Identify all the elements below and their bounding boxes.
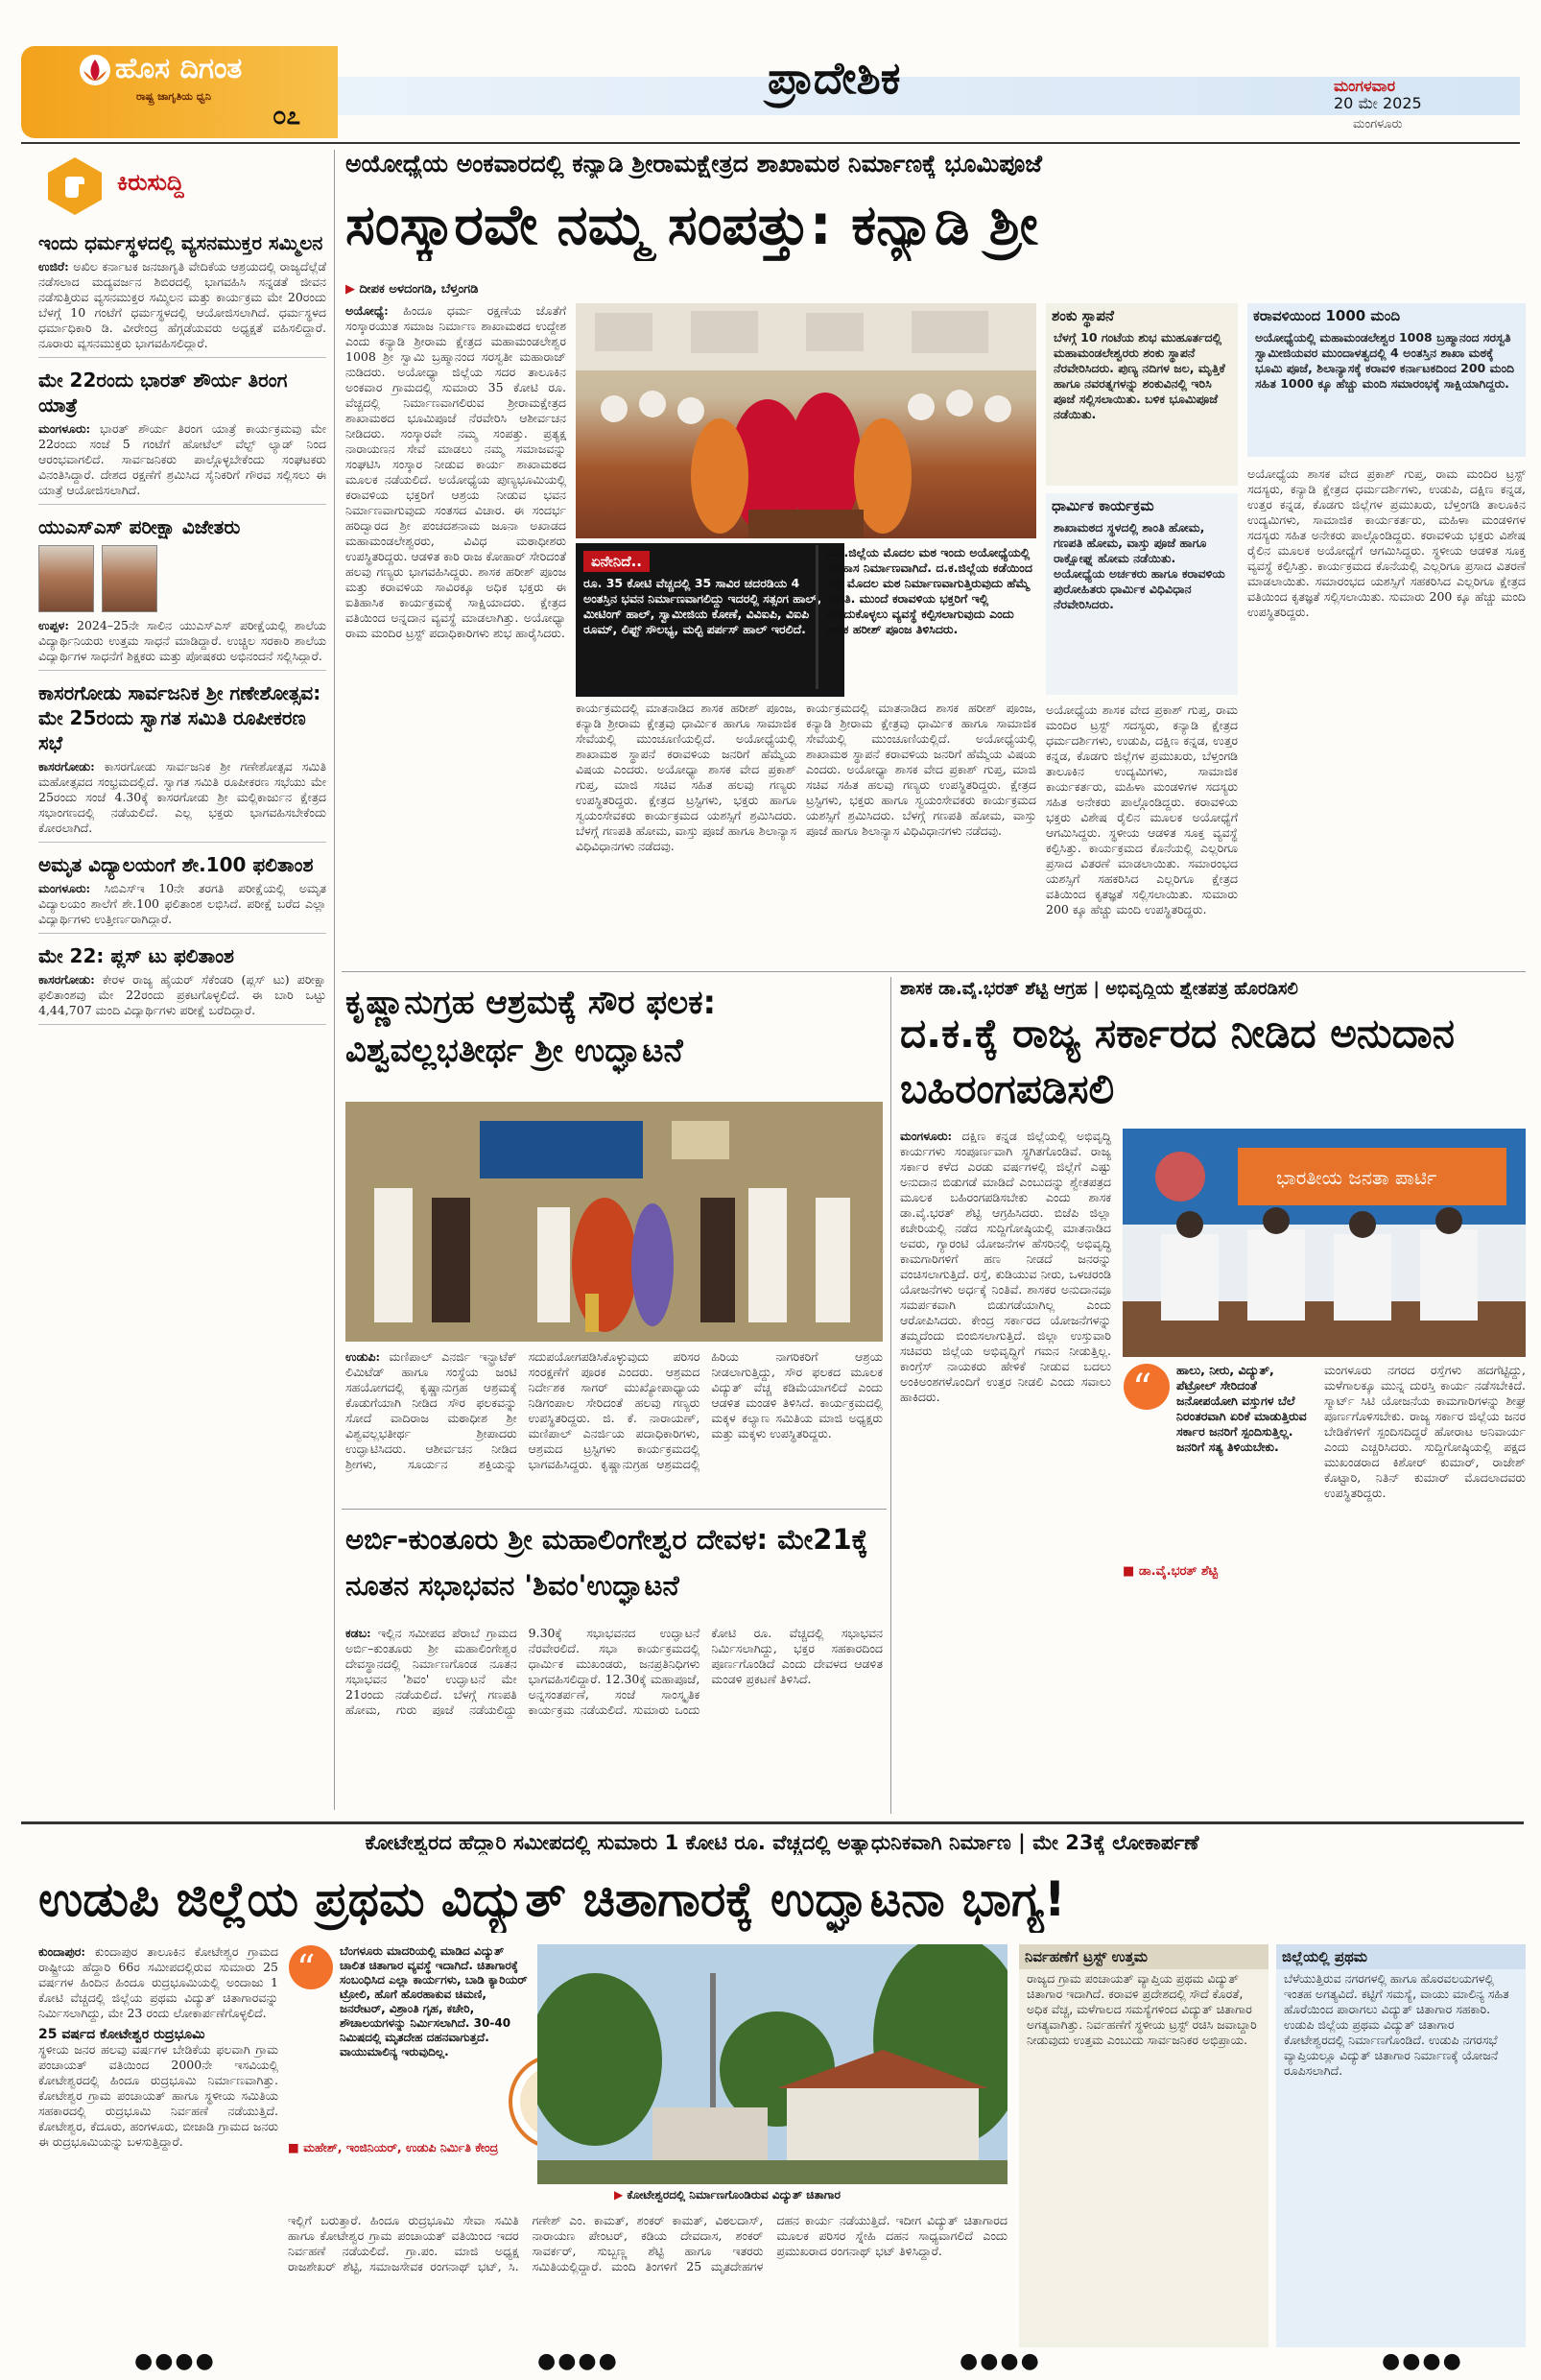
arbi-headline: ಅರ್ಬಿ-ಕುಂತೂರು ಶ್ರೀ ಮಹಾಲಿಂಗೇಶ್ವರ ದೇವಳ: ಮೇ21ಕ್ಕೆ ನೂತನ ಸಭಾಭವನ 'ಶಿವಂ'ಉದ್ಘಾಟನೆ <box>345 1523 868 1602</box>
dk-box <box>816 545 1036 689</box>
quote-mark-icon <box>1123 1363 1171 1411</box>
first-box-title: ಜಿಲ್ಲೆಯಲ್ಲಿ ಪ್ರಥಮ <box>1276 1944 1526 1969</box>
arbi-body <box>345 1626 883 1814</box>
lead-attendees-cont: ಅಯೋಧ್ಯೆಯ ಶಾಸಕ ವೇದ ಪ್ರಕಾಶ್ ಗುಪ್ತ, ರಾಮ ಮಂದಿರ ಟ್ರಸ್ಟ್ ಸದಸ್ಯರು, ಕನ್ಯಾಡಿ ಕ್ಷೇತ್ರದ ಧರ್ಮದರ್ಶಿಗಳು, ಉಡುಪಿ, ದಕ್ಷಿಣ ಕನ್ನಡ, ಉತ್ತರ ಕನ್ನಡ, ಕೊಡಗು ಜಿಲ್ಲೆಗಳ ಪ್ರಮುಖರು, ಬೆಳ್ತಂಗಡಿ ತಾಲೂಕಿನ ಉದ್ಯಮಿಗಳು, ಸಾಮಾಜಿಕ ಕಾರ್ಯಕರ್ತರು, ಮಹಿಳಾ ಮಂಡಳಿಗಳ ಸದಸ್ಯರು ಸಹಿತ ಅನೇಕರು ಪಾಲ್ಗೊಂಡಿದ್ದರು. ಕರಾವಳಿಯ ಭಕ್ತರು ವಿಶೇಷ ರೈಲಿನ ಮೂಲಕ ಅಯೋಧ್ಯೆಗೆ ಆಗಮಿಸಿದ್ದರು. ಸ್ಥಳೀಯ ಆಡಳಿತ ಸೂಕ್ತ ವ್ಯವಸ್ಥೆ ಕಲ್ಪಿಸಿತ್ತು. ಕಾರ್ಯಕ್ರಮದ ಕೊನೆಯಲ್ಲಿ ಎಲ್ಲರಿಗೂ ಪ್ರಸಾದ ವಿತರಣೆ ಮಾಡಲಾಯಿತು. ಸಮಾರಂಭದ ಯಶಸ್ಸಿಗೆ ಸಹಕರಿಸಿದ ಎಲ್ಲರಿಗೂ ಕ್ಷೇತ್ರದ ವತಿಯಿಂದ ಕೃತಜ್ಞತೆ ಸಲ್ಲಿಸಲಾಯಿತು. ಸುಮಾರು 200 ಕ್ಕೂ ಹೆಚ್ಚು ಮಂದಿ ಉಪಸ್ಥಿತರಿದ್ದರು. <box>1247 466 1526 619</box>
kirusuddi-item-title: ಮೇ 22ರಂದು ಭಾರತ್ ಶೌರ್ಯ ತಿರಂಗ ಯಾತ್ರೆ <box>38 369 288 416</box>
lotus-logo-icon <box>79 54 111 86</box>
grant-headline: ದ.ಕ.ಕ್ಕೆ ರಾಜ್ಯ ಸರ್ಕಾರದ ನೀಡಿದ ಅನುದಾನ ಬಹಿರಂಗಪಡಿಸಲಿ <box>900 1010 1455 1112</box>
grant-quote-text: ಹಾಲು, ನೀರು, ವಿದ್ಯುತ್, ಪೆಟ್ರೋಲ್ ಸೇರಿದಂತೆ ಜನೋಪಯೋಗಿ ವಸ್ತುಗಳ ಬೆಲೆ ನಿರಂತರವಾಗಿ ಏರಿಕೆ ಮಾಡುತ್ತಿರುವ ಸರ್ಕಾರ ಜನರಿಗೆ ಸ್ಪಂದಿಸುತ್ತಿಲ್ಲ. ಜನರಿಗೆ ಸತ್ಯ ತಿಳಿಯಬೇಕು. <box>1176 1363 1307 1454</box>
kirusuddi-item-dateline: ಉಪ್ಪಳ: <box>38 618 69 632</box>
dateline-date: 20 ಮೇ 2025 <box>1334 94 1422 112</box>
kirusuddi-item <box>38 368 326 505</box>
crematorium-kicker: ಕೋಟೇಶ್ವರದ ಹೆದ್ದಾರಿ ಸಮೀಪದಲ್ಲಿ ಸುಮಾರು 1 ಕೋಟಿ ರೂ. ವೆಚ್ಚದಲ್ಲಿ ಅತ್ಯಾಧುನಿಕವಾಗಿ ನಿರ್ಮಾಣ | ಮೇ 23ಕ್ಕೆ ಲೋಕಾರ್ಪಣೆ <box>365 1831 1199 1854</box>
kirusuddi-item <box>38 680 326 843</box>
shanku-box <box>1046 303 1238 486</box>
solar-dateline: ಉಡುಪಿ: <box>345 1349 381 1364</box>
crematorium-body-col1 <box>38 1944 278 2347</box>
lead-photo <box>576 303 1036 538</box>
grant-dateline: ಮಂಗಳೂರು: <box>900 1129 953 1143</box>
highlight-text: ರೂ. 35 ಕೋಟಿ ವೆಚ್ಚದಲ್ಲಿ 35 ಸಾವಿರ ಚದರಡಿಯ 4 ಅಂತಸ್ತಿನ ಭವನ ನಿರ್ಮಾಣವಾಗಲಿದ್ದು ಇದರಲ್ಲಿ ಸತ್ಸಂಗ ಹಾಲ್, ಮೀಟಿಂಗ್ ಹಾಲ್, ಸ್ವಾಮೀಜಿಯ ಕೋಣೆ, ವಿವಿಐಪಿ, ವಿಐಪಿ ರೂಮ್, ಲಿಫ್ಟ್ ಸೌಲಭ್ಯ, ಮಲ್ಟಿ ಪರ್ಪಸ್ ಹಾಲ್ ಇರಲಿದೆ. <box>583 576 822 636</box>
svg-text:“: “ <box>296 1947 316 1989</box>
kirusuddi-item-title: ಯುಎಸ್ಎಸ್ ಪರೀಕ್ಷಾ ವಿಜೇತರು <box>38 515 241 538</box>
solar-body-text: ಮಣಿಪಾಲ್ ಎನರ್ಜಿ ಇನ್ಫ್ರಾಟೆಕ್ ಲಿಮಿಟೆಡ್ ಹಾಗೂ ಸಂಸ್ಥೆಯ ಜಂಟಿ ಸಹಯೋಗದಲ್ಲಿ ಕೃಷ್ಣಾನುಗ್ರಹ ಆಶ್ರಮಕ್ಕೆ ಕೊಡುಗೆಯಾಗಿ ನೀಡಿದ ಸೌರ ಫಲಕವನ್ನು ಸೋದೆ ವಾದಿರಾಜ ಮಠಾಧೀಶ ಶ್ರೀ ವಿಶ್ವವಲ್ಲಭತೀರ್ಥ ಶ್ರೀಪಾದರು ಉದ್ಘಾಟಿಸಿದರು. ಆಶೀರ್ವಚನ ನೀಡಿದ ಶ್ರೀಗಳು, ಸೂರ್ಯನ ಶಕ್ತಿಯನ್ನು ಸದುಪಯೋಗಪಡಿಸಿಕೊಳ್ಳುವುದು ಪರಿಸರ ಸಂರಕ್ಷಣೆಗೆ ಪೂರಕ ಎಂದರು. ಆಶ್ರಮದ ನಿರ್ದೇಶಕ ಸಾಗರ್ ಮುಖ್ಯೋಪಾಧ್ಯಾಯ ನಿಡಿಗಂಪಾಲ ಸೇರಿದಂತೆ ಹಲವು ಗಣ್ಯರು ಉಪಸ್ಥಿತರಿದ್ದರು. ಜಿ. ಕೆ. ನಾರಾಯಣ್, ಮಣಿಪಾಲ್ ಎನರ್ಜಿಯ ಪದಾಧಿಕಾರಿಗಳು, ಆಶ್ರಮದ ಟ್ರಸ್ಟಿಗಳು ಕಾರ್ಯಕ್ರಮದಲ್ಲಿ ಭಾಗವಹಿಸಿದ್ದರು. ಕೃಷ್ಣಾನುಗ್ರಹ ಆಶ್ರಮದಲ್ಲಿ ಹಿರಿಯ ನಾಗರಿಕರಿಗೆ ಆಶ್ರಯ ನೀಡಲಾಗುತ್ತಿದ್ದು, ಸೌರ ಫಲಕದ ಮೂಲಕ ವಿದ್ಯುತ್ ವೆಚ್ಚ ಕಡಿಮೆಯಾಗಲಿದೆ ಎಂದು ಆಡಳಿತ ಮಂಡಳಿ ತಿಳಿಸಿದೆ. ಕಾರ್ಯಕ್ರಮದಲ್ಲಿ ಮಕ್ಕಳ ಕಲ್ಯಾಣ ಸಮಿತಿಯ ಮಾಜಿ ಅಧ್ಯಕ್ಷರು ಮತ್ತು ಮಕ್ಕಳು ಉಪಸ್ಥಿತರಿದ್ದರು. <box>345 1349 883 1471</box>
kirusuddi-item-dateline: ಮಂಗಳೂರು: <box>38 421 91 436</box>
shanku-title: ಶಂಕು ಸ್ಥಾಪನೆ <box>1052 307 1114 324</box>
kirusuddi-item-title: ಇಂದು ಧರ್ಮಸ್ಥಳದಲ್ಲಿ ವ್ಯಸನಮುಕ್ತರ ಸಮ್ಮಿಲನ <box>38 231 323 254</box>
kirusuddi-column <box>38 150 326 1820</box>
crematorium-headline: ಉಡುಪಿ ಜಿಲ್ಲೆಯ ಪ್ರಥಮ ವಿದ್ಯುತ್ ಚಿತಾಗಾರಕ್ಕೆ ಉದ್ಘಾಟನಾ ಭಾಗ್ಯ! <box>38 1871 1066 1927</box>
lead-dateline: ಅಯೋಧ್ಯೆ: <box>345 303 389 318</box>
grant-photo-banner: ಭಾರತೀಯ ಜನತಾ ಪಾರ್ಟಿ <box>1276 1166 1437 1189</box>
kirusuddi-item-body <box>38 881 326 927</box>
grant-quote-author <box>1123 1564 1315 1579</box>
lead-body-col4 <box>1046 702 1238 965</box>
grant-quote-box <box>1123 1363 1315 1603</box>
arbi-body-text: ಇಲ್ಲಿನ ಸಮೀಪದ ಪೆರಾಬೆ ಗ್ರಾಮದ ಅರ್ಬಿ–ಕುಂತೂರು ಶ್ರೀ ಮಹಾಲಿಂಗೇಶ್ವರ ದೇವಸ್ಥಾನದಲ್ಲಿ ನಿರ್ಮಾಣಗೊಂಡ ನೂತನ ಸಭಾಭವನ 'ಶಿವಂ' ಉದ್ಘಾಟನೆ ಮೇ 21ರಂದು ನಡೆಯಲಿದೆ. ಬೆಳಗ್ಗೆ ಗಣಪತಿ ಹೋಮ, ಗುರು ಪೂಜೆ ನಡೆಯಲಿದ್ದು 9.30ಕ್ಕೆ ಸಭಾಭವನದ ಉದ್ಘಾಟನೆ ನೆರವೇರಲಿದೆ. ಸಭಾ ಕಾರ್ಯಕ್ರಮದಲ್ಲಿ ಧಾರ್ಮಿಕ ಮುಖಂಡರು, ಜನಪ್ರತಿನಿಧಿಗಳು ಭಾಗವಹಿಸಲಿದ್ದಾರೆ. 12.30ಕ್ಕೆ ಮಹಾಪೂಜೆ, ಅನ್ನಸಂತರ್ಪಣೆ, ಸಂಜೆ ಸಾಂಸ್ಕೃತಿಕ ಕಾರ್ಯಕ್ರಮ ನಡೆಯಲಿದೆ. ಸುಮಾರು ಒಂದು ಕೋಟಿ ರೂ. ವೆಚ್ಚದಲ್ಲಿ ಸಭಾಭವನ ನಿರ್ಮಿಸಲಾಗಿದ್ದು, ಭಕ್ತರ ಸಹಕಾರದಿಂದ ಪೂರ್ಣಗೊಂಡಿದೆ ಎಂದು ದೇವಳದ ಆಡಳಿತ ಮಂಡಳಿ ಪ್ರಕಟಣೆ ತಿಳಿಸಿದೆ. <box>345 1626 883 1717</box>
page-number: ೦೭ <box>273 102 301 131</box>
grant-photo <box>1123 1129 1526 1357</box>
kirusuddi-item-body <box>38 259 326 351</box>
crematorium-body-bottom-text: ಇಲ್ಲಿಗೆ ಬರುತ್ತಾರೆ. ಹಿಂದೂ ರುದ್ರಭೂಮಿ ಸೇವಾ ಸಮಿತಿ ಹಾಗೂ ಕೋಟೇಶ್ವರ ಗ್ರಾಮ ಪಂಚಾಯತ್ ವತಿಯಿಂದ ಇದರ ನಿರ್ವಹಣೆ ನಡೆಯಲಿದೆ. ಗ್ರಾ.ಪಂ. ಮಾಜಿ ಅಧ್ಯಕ್ಷ ರಾಜಶೇಖರ್ ಶೆಟ್ಟಿ, ಸಮಾಜಸೇವಕ ರಂಗನಾಥ್ ಭಟ್, ಸಿ. ಗಣೇಶ್ ಎಂ. ಕಾಮತ್, ಶಂಕರ್ ಕಾಮತ್, ವಿಠಲದಾಸ್, ನಾರಾಯಣ ಪೇಂಟರ್, ಕಡಿಯ ದೇವದಾಸ, ಶಂಕರ್ ಸಾವರ್ಕರ್, ಸುಬ್ಬಣ್ಣ ಶೆಟ್ಟಿ ಹಾಗೂ ಇತರರು ಸಮಿತಿಯಲ್ಲಿದ್ದಾರೆ. ಮಂದಿ ತಿಂಗಳಿಗೆ 25 ಮೃತದೇಹಗಳ ದಹನ ಕಾರ್ಯ ನಡೆಯುತ್ತಿದೆ. ಇದೀಗ ವಿದ್ಯುತ್ ಚಿತಾಗಾರದ ಮೂಲಕ ಪರಿಸರ ಸ್ನೇಹಿ ದಹನ ಸಾಧ್ಯವಾಗಲಿದೆ ಎಂದು ಪ್ರಮುಖರಾದ ರಂಗನಾಥ್ ಭಟ್ ತಿಳಿಸಿದ್ದಾರೆ. <box>288 2213 1008 2273</box>
solar-photo <box>345 1102 883 1342</box>
hand-icon <box>44 155 106 217</box>
crematorium-photo-caption-text: ಕೋಟೇಶ್ವರದಲ್ಲಿ ನಿರ್ಮಾಣಗೊಂಡಿರುವ ವಿದ್ಯುತ್ ಚಿತಾಗಾರ <box>627 2188 841 2202</box>
author-marker-icon: ■ <box>1123 1564 1139 1579</box>
logo-tagline: ರಾಷ್ಟ್ರ ಜಾಗೃತಿಯ ಧ್ವನಿ <box>136 90 211 103</box>
dateline-day: ಮಂಗಳವಾರ <box>1334 77 1396 95</box>
section-title: ಪ್ರಾದೇಶಿಕ <box>768 52 901 104</box>
kirusuddi-item-text: ಭಾರತ್ ಶೌರ್ಯ ತಿರಂಗ ಯಾತ್ರೆ ಕಾರ್ಯಕ್ರಮವು ಮೇ 22ರಂದು ಸಂಜೆ 5 ಗಂಟೆಗೆ ಹೋಟೆಲ್ ವೆಲ್ಟ್ ಲ್ಯಾಡ್ ನಿಂದ ಆರಂಭವಾಗಲಿದೆ. ಸಾರ್ವಜನಿಕರು ಪಾಲ್ಗೊಳ್ಳಬೇಕೆಂದು ಸಂಘಟಕರು ವಿನಂತಿಸಿದ್ದಾರೆ. ದೇಶದ ರಕ್ಷಣೆಗೆ ಶ್ರಮಿಸಿದ ಸೈನಿಕರಿಗೆ ಗೌರವ ಸಲ್ಲಿಸಲು ಈ ಯಾತ್ರೆ ಆಯೋಜಿಸಲಾಗಿದೆ. <box>38 421 326 497</box>
kirusuddi-item-text: ಅಖಿಲ ಕರ್ನಾಟಕ ಜನಜಾಗೃತಿ ವೇದಿಕೆಯ ಆಶ್ರಯದಲ್ಲಿ ರಾಜ್ಯದೆಲ್ಲೆಡೆ ನಡೆಸಲಾದ ಮದ್ಯವರ್ಜನ ಶಿಬಿರದಲ್ಲಿ ಭಾಗವಹಿಸಿ ಸನ್ನಡತೆ ಜೀವನ ನಡೆಸುತ್ತಿರುವ ವ್ಯಸನಮುಕ್ತರ ಸಮ್ಮಿಲನ ಮತ್ತು ಕಾರ್ಯಕ್ರಮ ಮೇ 20ರಂದು ಬೆಳಗ್ಗೆ 10 ಗಂಟೆಗೆ ಧರ್ಮಸ್ಥಳದಲ್ಲಿ ಆಯೋಜಿಸಲಾಗಿದೆ. ಧರ್ಮಸ್ಥಳದ ಧರ್ಮಾಧಿಕಾರಿ ಡಿ. ವೀರೇಂದ್ರ ಹೆಗ್ಗಡೆಯವರು ಅಧ್ಯಕ್ಷತೆ ವಹಿಸಲಿದ್ದಾರೆ. ನೂರಾರು ವ್ಯಸನಮುಕ್ತರು ಭಾಗವಹಿಸಲಿದ್ದಾರೆ. <box>38 259 326 350</box>
karavali-title: ಕರಾವಳಿಯಿಂದ 1000 ಮಂದಿ <box>1253 307 1401 324</box>
crematorium-body-bottom <box>288 2213 1008 2347</box>
crematorium-sub1-body: ಸ್ಥಳೀಯ ಜನರ ಹಲವು ವರ್ಷಗಳ ಬೇಡಿಕೆಯ ಫಲವಾಗಿ ಗ್ರಾಮ ಪಂಚಾಯತ್ ವತಿಯಿಂದ 2000ನೇ ಇಸವಿಯಲ್ಲಿ ಕೋಟೇಶ್ವರದಲ್ಲಿ ಹಿಂದೂ ರುದ್ರಭೂಮಿ ನಿರ್ಮಾಣವಾಗಿತ್ತು. ಕೋಟೇಶ್ವರ ಗ್ರಾಮ ಪಂಚಾಯತ್ ಹಾಗೂ ಸ್ಥಳೀಯ ಸಮಿತಿಯ ಸಹಕಾರದಲ್ಲಿ ರುದ್ರಭೂಮಿ ನಿರ್ವಹಣೆ ನಡೆಯುತ್ತಿದೆ. ಕೋಟೇಶ್ವರ, ಕೆದೂರು, ಹಂಗಳೂರು, ಬೀಜಾಡಿ ಗ್ರಾಮದ ಜನರು ಈ ರುದ್ರಭೂಮಿಯನ್ನು ಬಳಸುತ್ತಿದ್ದಾರೆ. <box>38 2042 278 2149</box>
crem-author-marker-icon: ■ <box>288 2140 304 2154</box>
dateline-city: ಮಂಗಳೂರು <box>1353 117 1403 131</box>
kirusuddi-item <box>38 514 326 671</box>
lead-kicker: ಅಯೋಧ್ಯೆಯ ಅಂಕವಾರದಲ್ಲಿ ಕನ್ಯಾಡಿ ಶ್ರೀರಾಮಕ್ಷೇತ್ರದ ಶಾಖಾಮಠ ನಿರ್ಮಾಣಕ್ಕೆ ಭೂಮಿಪೂಜೆ <box>345 150 1043 178</box>
kirusuddi-item-body <box>38 618 326 664</box>
dk-box-text: ದ.ಕ.ಜಿಲ್ಲೆಯ ಮೊದಲ ಮಠ ಇಂದು ಅಯೋಧ್ಯೆಯಲ್ಲಿ ಇತಿಹಾಸ ನಿರ್ಮಾಣವಾಗಿದೆ. ದ.ಕ.ಜಿಲ್ಲೆಯ ಕಡೆಯಿಂದ ಇಲ್ಲಿ ಮೊದಲ ಮಠ ನಿರ್ಮಾಣವಾಗುತ್ತಿರುವುದು ಹೆಮ್ಮೆ ಸಂಗತಿ. ಮುಂದೆ ಕರಾವಳಿಯ ಭಕ್ತರಿಗೆ ಇಲ್ಲಿ ಉಳಿದುಕೊಳ್ಳಲು ವ್ಯವಸ್ಥೆ ಕಲ್ಪಿಸಲಾಗುವುದು ಎಂದು ಶಾಸಕ ಹರೀಶ್ ಪೂಂಜ ತಿಳಿಸಿದರು. <box>826 545 1032 636</box>
lead-bottom-rule <box>342 971 1526 972</box>
lead-body-col1 <box>345 303 566 965</box>
trust-box-title: ನಿರ್ವಹಣೆಗೆ ಟ್ರಸ್ಟ್ ಉತ್ತಮ <box>1019 1944 1268 1969</box>
grant-body-text: ದಕ್ಷಿಣ ಕನ್ನಡ ಜಿಲ್ಲೆಯಲ್ಲಿ ಅಭಿವೃದ್ಧಿ ಕಾರ್ಯಗಳು ಸಂಪೂರ್ಣವಾಗಿ ಸ್ಥಗಿತಗೊಂಡಿವೆ. ರಾಜ್ಯ ಸರ್ಕಾರ ಕಳೆದ ಎರಡು ವರ್ಷಗಳಲ್ಲಿ ಜಿಲ್ಲೆಗೆ ಎಷ್ಟು ಅನುದಾನ ಬಿಡುಗಡೆ ಮಾಡಿದೆ ಎಂಬುದನ್ನು ಶ್ವೇತಪತ್ರದ ಮೂಲಕ ಬಹಿರಂಗಪಡಿಸಬೇಕು ಎಂದು ಶಾಸಕ ಡಾ.ವೈ.ಭರತ್ ಶೆಟ್ಟಿ ಆಗ್ರಹಿಸಿದರು. ಬಿಜೆಪಿ ಜಿಲ್ಲಾ ಕಚೇರಿಯಲ್ಲಿ ನಡೆದ ಸುದ್ದಿಗೋಷ್ಠಿಯಲ್ಲಿ ಮಾತನಾಡಿದ ಅವರು, ಗ್ಯಾರಂಟಿ ಯೋಜನೆಗಳ ಹೆಸರಿನಲ್ಲಿ ಅಭಿವೃದ್ಧಿ ಕಾಮಗಾರಿಗಳಿಗೆ ಹಣ ನೀಡದೆ ಜನರನ್ನು ವಂಚಿಸಲಾಗುತ್ತಿದೆ. ರಸ್ತೆ, ಕುಡಿಯುವ ನೀರು, ಒಳಚರಂಡಿ ಯೋಜನೆಗಳು ಅರ್ಧಕ್ಕೆ ನಿಂತಿವೆ. ಶಾಸಕರ ಅನುದಾನವೂ ಸಮರ್ಪಕವಾಗಿ ಬಿಡುಗಡೆಯಾಗಿಲ್ಲ ಎಂದು ಆರೋಪಿಸಿದರು. ಕೇಂದ್ರ ಸರ್ಕಾರದ ಯೋಜನೆಗಳನ್ನು ತಮ್ಮದೆಂದು ಬಿಂಬಿಸಲಾಗುತ್ತಿದೆ. ಜಿಲ್ಲಾ ಉಸ್ತುವಾರಿ ಸಚಿವರು ಜಿಲ್ಲೆಯ ಅಭಿವೃದ್ಧಿಗೆ ಗಮನ ನೀಡುತ್ತಿಲ್ಲ. ಕಾಂಗ್ರೆಸ್ ನಾಯಕರು ಹೇಳಿಕೆ ನೀಡುವ ಬದಲು ಅಂಕಿಅಂಶಗಳೊಂದಿಗೆ ಉತ್ತರ ನೀಡಲಿ ಎಂದು ಸವಾಲು ಹಾಕಿದರು. <box>900 1129 1111 1404</box>
first-box-text: ಬೆಳೆಯುತ್ತಿರುವ ನಗರಗಳಲ್ಲಿ ಹಾಗೂ ಹೊರವಲಯಗಳಲ್ಲಿ ಇಂತಹ ಅಗತ್ಯವಿದೆ. ಕಟ್ಟಿಗೆ ಸಮಸ್ಯೆ, ವಾಯು ಮಾಲಿನ್ಯ ಸಹಿತ ಹೊರೆಯಿಂದ ಪಾರಾಗಲು ವಿದ್ಯುತ್ ಚಿತಾಗಾರ ಸಹಕಾರಿ. ಉಡುಪಿ ಜಿಲ್ಲೆಯ ಪ್ರಥಮ ವಿದ್ಯುತ್ ಚಿತಾಗಾರ ಕೋಟೇಶ್ವರದಲ್ಲಿ ನಿರ್ಮಾಣಗೊಂಡಿದೆ. ಉಡುಪಿ ನಗರಸಭೆ ವ್ಯಾಪ್ತಿಯಲ್ಲೂ ವಿದ್ಯುತ್ ಚಿತಾಗಾರ ನಿರ್ಮಾಣಕ್ಕೆ ಯೋಜನೆ ರೂಪಿಸಲಾಗಿದೆ. <box>1284 1971 1509 2078</box>
masthead <box>0 0 1541 144</box>
kirusuddi-item-title: ಅಮೃತ ವಿದ್ಯಾಲಯಂಗೆ ಶೇ.100 ಫಲಿತಾಂಶ <box>38 853 314 876</box>
left-column-divider <box>334 150 335 1810</box>
lead-body2-cont: ಕಾರ್ಯಕ್ರಮದಲ್ಲಿ ಮಾತನಾಡಿದ ಶಾಸಕ ಹರೀಶ್ ಪೂಂಜ, ಕನ್ಯಾಡಿ ಶ್ರೀರಾಮ ಕ್ಷೇತ್ರವು ಧಾರ್ಮಿಕ ಹಾಗೂ ಸಾಮಾಜಿಕ ಸೇವೆಯಲ್ಲಿ ಮುಂಚೂಣಿಯಲ್ಲಿದೆ. ಅಯೋಧ್ಯೆಯಲ್ಲಿ ಶಾಖಾಮಠ ಸ್ಥಾಪನೆ ಕರಾವಳಿಯ ಜನರಿಗೆ ಹೆಮ್ಮೆಯ ವಿಷಯ ಎಂದರು. ಅಯೋಧ್ಯಾ ಶಾಸಕ ವೇದ ಪ್ರಕಾಶ್ ಗುಪ್ತ, ಮಾಜಿ ಸಚಿವ ಸಹಿತ ಹಲವು ಗಣ್ಯರು ಉಪಸ್ಥಿತರಿದ್ದರು. ಕ್ಷೇತ್ರದ ಟ್ರಸ್ಟಿಗಳು, ಭಕ್ತರು ಹಾಗೂ ಸ್ವಯಂಸೇವಕರು ಕಾರ್ಯಕ್ರಮದ ಯಶಸ್ಸಿಗೆ ಶ್ರಮಿಸಿದರು. ಬೆಳಗ್ಗೆ ಗಣಪತಿ ಹೋಮ, ವಾಸ್ತು ಪೂಜೆ ಹಾಗೂ ಶಿಲಾನ್ಯಾಸ ವಿಧಿವಿಧಾನಗಳು ನಡೆದವು. <box>806 701 1036 838</box>
student-photo <box>102 545 157 612</box>
kirusuddi-item-text: ಸಿಬಿಎಸ್ಇ 10ನೇ ತರಗತಿ ಪರೀಕ್ಷೆಯಲ್ಲಿ ಅಮೃತ ವಿದ್ಯಾಲಯಂ ಶಾಲೆಗೆ ಶೇ.100 ಫಲಿತಾಂಶ ಲಭಿಸಿದೆ. ಪರೀಕ್ಷೆ ಬರೆದ ಎಲ್ಲಾ ವಿದ್ಯಾರ್ಥಿಗಳು ಉತ್ತೀರ್ಣರಾಗಿದ್ದಾರೆ. <box>38 881 326 926</box>
kirusuddi-header <box>38 150 326 223</box>
kirusuddi-item <box>38 230 326 358</box>
solar-headline: ಕೃಷ್ಣಾನುಗ್ರಹ ಆಶ್ರಮಕ್ಕೆ ಸೌರ ಫಲಕ: ವಿಶ್ವವಲ್ಲಭತೀರ್ಥ ಶ್ರೀ ಉದ್ಘಾಟನೆ <box>345 984 717 1070</box>
uss-winner-photos <box>38 545 326 612</box>
lead-body-col2 <box>576 701 796 965</box>
kirusuddi-item-title: ಮೇ 22: ಪ್ಲಸ್ ಟು ಫಲಿತಾಂಶ <box>38 944 235 967</box>
trust-box <box>1019 1944 1268 2347</box>
grant-body-col1 <box>900 1129 1111 1814</box>
student-photo <box>38 545 94 612</box>
dharmika-text: ಶಾಖಾಮಠದ ಸ್ಥಳದಲ್ಲಿ ಶಾಂತಿ ಹೋಮ, ಗಣಪತಿ ಹೋಮ, ವಾಸ್ತು ಪೂಜೆ ಹಾಗೂ ರಾಕ್ಷೋಘ್ನ ಹೋಮ ನಡೆಯಿತು. ಅಯೋಧ್ಯೆಯ ಅರ್ಚಕರು ಹಾಗೂ ಕರಾವಳಿಯ ಪುರೋಹಿತರು ಧಾರ್ಮಿಕ ವಿಧಿವಿಧಾನ ನೆರವೇರಿಸಿದರು. <box>1054 520 1225 611</box>
first-box <box>1276 1944 1526 2347</box>
kirusuddi-item-dateline: ಮಂಗಳೂರು: <box>38 881 91 895</box>
crem-quote-mark-icon <box>288 1944 334 1990</box>
crematorium-quote-box <box>288 1944 528 2165</box>
dharmika-box <box>1046 493 1238 695</box>
crematorium-quote-author-text: ಮಹೇಶ್, ಇಂಜಿನಿಯರ್, ಉಡುಪಿ ನಿರ್ಮಿತಿ ಕೇಂದ್ರ <box>303 2140 499 2154</box>
svg-text:“: “ <box>1132 1367 1152 1411</box>
arbi-dateline: ಕಡಬ: <box>345 1626 371 1640</box>
masthead-logo-block <box>21 46 338 138</box>
kirusuddi-item-dateline: ಕಾಸರಗೋಡು: <box>38 759 95 774</box>
highlight-label: ಏನೇನಿದೆ.. <box>583 551 650 572</box>
lead-headline: ಸಂಸ್ಕಾರವೇ ನಮ್ಮ ಸಂಪತ್ತು: ಕನ್ಯಾಡಿ ಶ್ರೀ <box>345 192 1038 257</box>
karavali-text: ಅಯೋಧ್ಯೆಯಲ್ಲಿ ಮಹಾಮಂಡಲೇಶ್ವರ 1008 ಬ್ರಹ್ಮಾನಂದ ಸರಸ್ವತಿ ಸ್ವಾಮೀಜಿಯವರ ಮುಂದಾಳತ್ವದಲ್ಲಿ 4 ಅಂತಸ್ತಿನ ಶಾಖಾ ಮಠಕ್ಕೆ ಭೂಮಿ ಪೂಜೆ, ಶಿಲಾನ್ಯಾಸಕ್ಕೆ ಕರಾವಳಿ ಕರ್ನಾಟಕದಿಂದ 200 ಮಂದಿ ಸಹಿತ 1000 ಕ್ಕೂ ಹೆಚ್ಚು ಮಂದಿ ಸಮಾರಂಭಕ್ಕೆ ಸಾಕ್ಷಿಯಾಗಿದ್ದರು. <box>1255 330 1515 391</box>
trust-box-text: ರಾಜ್ಯದ ಗ್ರಾಮ ಪಂಚಾಯತ್ ವ್ಯಾಪ್ತಿಯ ಪ್ರಥಮ ವಿದ್ಯುತ್ ಚಿತಾಗಾರ ಇದಾಗಿದೆ. ಕರಾವಳಿ ಪ್ರದೇಶದಲ್ಲಿ ಸೌದೆ ಕೊರತೆ, ಅಧಿಕ ವೆಚ್ಚ, ಮಳೆಗಾಲದ ಸಮಸ್ಯೆಗಳಿಂದ ವಿದ್ಯುತ್ ಚಿತಾಗಾರ ಅಗತ್ಯವಾಗಿತ್ತು. ನಿರ್ವಹಣೆಗೆ ಸ್ಥಳೀಯ ಟ್ರಸ್ಟ್ ರಚಿಸಿ ಜವಾಬ್ದಾರಿ ನೀಡುವುದು ಉತ್ತಮ ಎಂಬುದು ಸಾರ್ವಜನಿಕರ ಅಭಿಪ್ರಾಯ. <box>1027 1971 1257 2047</box>
grant-body2-text: ಮಂಗಳೂರು ನಗರದ ರಸ್ತೆಗಳು ಹದಗೆಟ್ಟಿದ್ದು, ಮಳೆಗಾಲಕ್ಕೂ ಮುನ್ನ ದುರಸ್ತಿ ಕಾರ್ಯ ನಡೆಸಬೇಕಿದೆ. ಸ್ಮಾರ್ಟ್ ಸಿಟಿ ಯೋಜನೆಯ ಕಾಮಗಾರಿಗಳನ್ನು ಶೀಘ್ರ ಪೂರ್ಣಗೊಳಿಸಬೇಕು. ರಾಜ್ಯ ಸರ್ಕಾರ ಜಿಲ್ಲೆಯ ಜನರ ಬೇಡಿಕೆಗಳಿಗೆ ಸ್ಪಂದಿಸದಿದ್ದರೆ ಹೋರಾಟ ಅನಿವಾರ್ಯ ಎಂದು ಎಚ್ಚರಿಸಿದರು. ಸುದ್ದಿಗೋಷ್ಠಿಯಲ್ಲಿ ಪಕ್ಷದ ಮುಖಂಡರಾದ ಕಿಶೋರ್ ಕುಮಾರ್, ರಾಜೇಶ್ ಕೊಟ್ಟಾರಿ, ನಿತಿನ್ ಕುಮಾರ್ ಮೊದಲಾದವರು ಉಪಸ್ಥಿತರಿದ್ದರು. <box>1324 1363 1526 1500</box>
byline-arrow-icon: ▶ <box>345 282 360 297</box>
lead-byline-text: ದೀಪಕ ಅಳದಂಗಡಿ, ಬೆಳ್ತಂಗಡಿ <box>359 282 479 297</box>
crematorium-quote-author <box>288 2140 528 2155</box>
shanku-text: ಬೆಳಗ್ಗೆ 10 ಗಂಟೆಯ ಶುಭ ಮುಹೂರ್ತದಲ್ಲಿ ಮಹಾಮಂಡಲೇಶ್ವರರು ಶಂಕು ಸ್ಥಾಪನೆ ನೆರವೇರಿಸಿದರು. ಪುಣ್ಯ ನದಿಗಳ ಜಲ, ಮೃತ್ತಿಕೆ ಹಾಗೂ ನವರತ್ನಗಳನ್ನು ಶಂಕುವಿನಲ್ಲಿ ಇರಿಸಿ ಪೂಜೆ ಸಲ್ಲಿಸಲಾಯಿತು. ಬಳಿಕ ಭೂಮಿಪೂಜೆ ನಡೆಯಿತು. <box>1054 330 1225 421</box>
kirusuddi-list <box>38 230 326 1814</box>
crematorium-photo <box>537 1944 1008 2184</box>
kirusuddi-label: ಕಿರುಸುದ್ದಿ <box>117 169 184 196</box>
crematorium-photo-caption <box>614 2188 1008 2202</box>
page-dots-center-left: ●●●● <box>537 2349 619 2373</box>
grant-quote-author-text: ಡಾ.ವೈ.ಭರತ್ ಶೆಟ್ಟಿ <box>1138 1564 1219 1579</box>
lead-body-col3 <box>806 701 1036 965</box>
grant-body-col3 <box>1324 1363 1526 1814</box>
grant-kicker: ಶಾಸಕ ಡಾ.ವೈ.ಭರತ್ ಶೆಟ್ಟಿ ಆಗ್ರಹ | ಅಭಿವೃದ್ಧಿಯ ಶ್ವೇತಪತ್ರ ಹೊರಡಿಸಲಿ <box>900 979 1298 999</box>
page-dots-left: ●●●● <box>134 2349 216 2373</box>
kirusuddi-item-text: ಕಾಸರಗೋಡು ಸಾರ್ವಜನಿಕ ಶ್ರೀ ಗಣೇಶೋತ್ಸವ ಸಮಿತಿ ಮಹೋತ್ಸವದ ಸಂಭ್ರಮದಲ್ಲಿದೆ. ಸ್ವಾಗತ ಸಮಿತಿ ರೂಪೀಕರಣ ಸಭೆಯು ಮೇ 25ರಂದು ಸಂಜೆ 4.30ಕ್ಕೆ ಕಾಸರಗೋಡು ಶ್ರೀ ಮಲ್ಲಿಕಾರ್ಜುನ ಕ್ಷೇತ್ರದ ಸಭಾಂಗಣದಲ್ಲಿ ನಡೆಯಲಿದೆ. ಎಲ್ಲ ಭಕ್ತರು ಭಾಗವಹಿಸಬೇಕೆಂದು ಕೋರಲಾಗಿದೆ. <box>38 759 326 835</box>
center-divider <box>890 977 891 1814</box>
kirusuddi-item-dateline: ಉಜಿರೆ: <box>38 259 69 274</box>
dharmika-title: ಧಾರ್ಮಿಕ ಕಾರ್ಯಕ್ರಮ <box>1052 497 1154 514</box>
page-dots-center-right: ●●●● <box>960 2349 1041 2373</box>
kirusuddi-item-dateline: ಕಾಸರಗೋಡು: <box>38 972 95 987</box>
lead-body-col5 <box>1247 466 1526 965</box>
solar-body <box>345 1349 883 1503</box>
crematorium-sub1-title: 25 ವರ್ಷದ ಕೋಟೇಶ್ವರ ರುದ್ರಭೂಮಿ <box>38 2027 205 2042</box>
crematorium-quote-text: ಬೆಂಗಳೂರು ಮಾದರಿಯಲ್ಲಿ ಮಾಡಿದ ವಿದ್ಯುತ್ ಚಾಲಿತ ಚಿತಾಗಾರ ವ್ಯವಸ್ಥೆ ಇದಾಗಿದೆ. ಚಿತಾಗಾರಕ್ಕೆ ಸಂಬಂಧಿಸಿದ ಎಲ್ಲಾ ಕಾರ್ಯಗಳು, ಬಾಡಿ ಕ್ಯಾರಿಯರ್ ಟ್ರೋಲಿ, ಹೊಗೆ ಹೊರಹಾಕುವ ಚಿಮಣಿ, ಜನರೇಟರ್, ವಿಶ್ರಾಂತಿ ಗೃಹ, ಕಚೇರಿ, ಶೌಚಾಲಯಗಳನ್ನು ನಿರ್ಮಿಸಲಾಗಿದೆ. 30-40 ನಿಮಿಷದಲ್ಲಿ ಮೃತದೇಹ ದಹನವಾಗುತ್ತದೆ. ವಾಯುಮಾಲಿನ್ಯ ಇರುವುದಿಲ್ಲ. <box>340 1944 528 2059</box>
kirusuddi-item-text: 2024–25ನೇ ಸಾಲಿನ ಯುಎಸ್ಎಸ್ ಪರೀಕ್ಷೆಯಲ್ಲಿ ಶಾಲೆಯ ವಿದ್ಯಾರ್ಥಿನಿಯರು ಉತ್ತಮ ಸಾಧನೆ ಮಾಡಿದ್ದಾರೆ. ಉಚ್ಚಿಲ ಸರಕಾರಿ ಶಾಲೆಯ ವಿದ್ಯಾರ್ಥಿಗಳ ಸಾಧನೆಗೆ ಶಿಕ್ಷಕರು ಮತ್ತು ಪೋಷಕರು ಅಭಿನಂದನೆ ಸಲ್ಲಿಸಿದ್ದಾರೆ. <box>38 618 326 663</box>
logo-text: ಹೊಸ ದಿಗಂತ <box>115 52 243 85</box>
kirusuddi-item-body <box>38 972 326 1018</box>
kirusuddi-item-title: ಕಾಸರಗೋಡು ಸಾರ್ವಜನಿಕ ಶ್ರೀ ಗಣೇಶೋತ್ಸವ: ಮೇ 25ರಂದು ಸ್ವಾಗತ ಸಮಿತಿ ರೂಪೀಕರಣ ಸಭೆ <box>38 681 321 754</box>
crematorium-dateline: ಕುಂದಾಪುರ: <box>38 1944 86 1959</box>
crematorium-body-text: ಕುಂದಾಪುರ ತಾಲೂಕಿನ ಕೋಟೇಶ್ವರ ಗ್ರಾಮದ ರಾಷ್ಟ್ರೀಯ ಹೆದ್ದಾರಿ 66ರ ಸಮೀಪದಲ್ಲಿರುವ ಸುಮಾರು 25 ವರ್ಷಗಳ ಹಿಂದಿನ ಹಿಂದೂ ರುದ್ರಭೂಮಿಯಲ್ಲಿ ಅಂದಾಜು 1 ಕೋಟಿ ವೆಚ್ಚದಲ್ಲಿ ಜಿಲ್ಲೆಯ ಪ್ರಥಮ ವಿದ್ಯುತ್ ಚಿತಾಗಾರವನ್ನು ನಿರ್ಮಿಸಲಾಗಿದ್ದು, ಮೇ 23 ರಂದು ಲೋಕಾರ್ಪಣೆಗೊಳ್ಳಲಿದೆ. <box>38 1944 278 2020</box>
kirusuddi-item <box>38 943 326 1025</box>
highlight-box <box>576 543 844 697</box>
lead-attendees-text: ಅಯೋಧ್ಯೆಯ ಶಾಸಕ ವೇದ ಪ್ರಕಾಶ್ ಗುಪ್ತ, ರಾಮ ಮಂದಿರ ಟ್ರಸ್ಟ್ ಸದಸ್ಯರು, ಕನ್ಯಾಡಿ ಕ್ಷೇತ್ರದ ಧರ್ಮದರ್ಶಿಗಳು, ಉಡುಪಿ, ದಕ್ಷಿಣ ಕನ್ನಡ, ಉತ್ತರ ಕನ್ನಡ, ಕೊಡಗು ಜಿಲ್ಲೆಗಳ ಪ್ರಮುಖರು, ಬೆಳ್ತಂಗಡಿ ತಾಲೂಕಿನ ಉದ್ಯಮಿಗಳು, ಸಾಮಾಜಿಕ ಕಾರ್ಯಕರ್ತರು, ಮಹಿಳಾ ಮಂಡಳಿಗಳ ಸದಸ್ಯರು ಸಹಿತ ಅನೇಕರು ಪಾಲ್ಗೊಂಡಿದ್ದರು. ಕರಾವಳಿಯ ಭಕ್ತರು ವಿಶೇಷ ರೈಲಿನ ಮೂಲಕ ಅಯೋಧ್ಯೆಗೆ ಆಗಮಿಸಿದ್ದರು. ಸ್ಥಳೀಯ ಆಡಳಿತ ಸೂಕ್ತ ವ್ಯವಸ್ಥೆ ಕಲ್ಪಿಸಿತ್ತು. ಕಾರ್ಯಕ್ರಮದ ಕೊನೆಯಲ್ಲಿ ಎಲ್ಲರಿಗೂ ಪ್ರಸಾದ ವಿತರಣೆ ಮಾಡಲಾಯಿತು. ಸಮಾರಂಭದ ಯಶಸ್ಸಿಗೆ ಸಹಕರಿಸಿದ ಎಲ್ಲರಿಗೂ ಕ್ಷೇತ್ರದ ವತಿಯಿಂದ ಕೃತಜ್ಞತೆ ಸಲ್ಲಿಸಲಾಯಿತು. ಸುಮಾರು 200 ಕ್ಕೂ ಹೆಚ್ಚು ಮಂದಿ ಉಪಸ್ಥಿತರಿದ್ದರು. <box>1046 702 1238 916</box>
masthead-rule <box>21 142 1520 144</box>
lead-byline <box>345 282 566 297</box>
lead-body2-text: ಕಾರ್ಯಕ್ರಮದಲ್ಲಿ ಮಾತನಾಡಿದ ಶಾಸಕ ಹರೀಶ್ ಪೂಂಜ, ಕನ್ಯಾಡಿ ಶ್ರೀರಾಮ ಕ್ಷೇತ್ರವು ಧಾರ್ಮಿಕ ಹಾಗೂ ಸಾಮಾಜಿಕ ಸೇವೆಯಲ್ಲಿ ಮುಂಚೂಣಿಯಲ್ಲಿದೆ. ಅಯೋಧ್ಯೆಯಲ್ಲಿ ಶಾಖಾಮಠ ಸ್ಥಾಪನೆ ಕರಾವಳಿಯ ಜನರಿಗೆ ಹೆಮ್ಮೆಯ ವಿಷಯ ಎಂದರು. ಅಯೋಧ್ಯಾ ಶಾಸಕ ವೇದ ಪ್ರಕಾಶ್ ಗುಪ್ತ, ಮಾಜಿ ಸಚಿವ ಸಹಿತ ಹಲವು ಗಣ್ಯರು ಉಪಸ್ಥಿತರಿದ್ದರು. ಕ್ಷೇತ್ರದ ಟ್ರಸ್ಟಿಗಳು, ಭಕ್ತರು ಹಾಗೂ ಸ್ವಯಂಸೇವಕರು ಕಾರ್ಯಕ್ರಮದ ಯಶಸ್ಸಿಗೆ ಶ್ರಮಿಸಿದರು. ಬೆಳಗ್ಗೆ ಗಣಪತಿ ಹೋಮ, ವಾಸ್ತು ಪೂಜೆ ಹಾಗೂ ಶಿಲಾನ್ಯಾಸ ವಿಧಿವಿಧಾನಗಳು ನಡೆದವು. <box>576 701 796 853</box>
kirusuddi-item-body <box>38 421 326 498</box>
middle-section-rule <box>21 1821 1524 1824</box>
page-dots-right: ●●●● <box>1382 2349 1463 2373</box>
kirusuddi-item-body <box>38 759 326 836</box>
solar-bottom-rule <box>342 1509 887 1510</box>
caption-marker-icon: ▶ <box>614 2188 628 2202</box>
lead-body-text: ಹಿಂದೂ ಧರ್ಮ ರಕ್ಷಣೆಯ ಜೊತೆಗೆ ಸಂಸ್ಕಾರಯುತ ಸಮಾಜ ನಿರ್ಮಾಣ ಶಾಖಾಮಠದ ಉದ್ದೇಶ ಎಂದು ಕನ್ಯಾಡಿ ಶ್ರೀರಾಮ ಕ್ಷೇತ್ರದ ಮಹಾಮಂಡಲೇಶ್ವರ 1008 ಶ್ರೀ ಸ್ವಾಮಿ ಬ್ರಹ್ಮಾನಂದ ಸರಸ್ವತೀ ಮಹಾರಾಜ್ ನುಡಿದರು. ಅಯೋಧ್ಯಾ ಜಿಲ್ಲೆಯ ಸದರ ತಾಲೂಕಿನ ಅಂಕವಾರ ಗ್ರಾಮದಲ್ಲಿ ಸುಮಾರು 35 ಕೋಟಿ ರೂ. ವೆಚ್ಚದಲ್ಲಿ ನಿರ್ಮಾಣವಾಗಲಿರುವ ಶ್ರೀರಾಮಕ್ಷೇತ್ರದ ಶಾಖಾಮಠದ ಭೂಮಿಪೂಜೆ ನೆರವೇರಿಸಿ ಆಶೀರ್ವಚನ ನೀಡಿದರು. ಸಂಸ್ಕಾರವೇ ನಮ್ಮ ಸಂಪತ್ತು. ಪ್ರತ್ಯಕ್ಷ ನಾರಾಯಣನ ಸೇವೆ ಮಾಡಲು ನಮ್ಮ ಸಮಾಜವನ್ನು ಸಂಘಟಿಸಿ ಸಂಸ್ಕಾರ ನೀಡುವ ಕಾರ್ಯ ಶಾಖಾಮಠದ ಮೂಲಕ ನಡೆಯಲಿದೆ. ಅಯೋಧ್ಯೆಯ ಪುಣ್ಯಭೂಮಿಯಲ್ಲಿ ಕರಾವಳಿಯ ಭಕ್ತರಿಗೆ ಆಶ್ರಯ ನೀಡುವ ಭವನ ನಿರ್ಮಾಣವಾಗುವುದು ಸಂತಸದ ವಿಚಾರ. ಈ ಸಂದರ್ಭ ಹರಿದ್ವಾರದ ಶ್ರೀ ಪಂಚದಶನಾಮ ಜೂನಾ ಅಖಾಡದ ಮಹಾಮಂಡಲೇಶ್ವರರು, ವಿವಿಧ ಮಠಾಧೀಶರು ಉಪಸ್ಥಿತರಿದ್ದರು. ಆಡಳಿತ ಕಾರಿ ರಾಜ ಕೋಹಾರ್ ಸೇರಿದಂತೆ ಹಲವು ಗಣ್ಯರು ಭಾಗವಹಿಸಿದ್ದರು. ಶಾಸಕ ಹರೀಶ್ ಪೂಂಜ ಮತ್ತು ಕರಾವಳಿಯ ಸಾವಿರಕ್ಕೂ ಅಧಿಕ ಭಕ್ತರು ಈ ಐತಿಹಾಸಿಕ ಕಾರ್ಯಕ್ರಮಕ್ಕೆ ಸಾಕ್ಷಿಯಾದರು. ಕ್ಷೇತ್ರದ ವತಿಯಿಂದ ಅನ್ನದಾನ ವ್ಯವಸ್ಥೆ ಮಾಡಲಾಗಿತ್ತು. ಅಯೋಧ್ಯಾ ರಾಮ ಮಂದಿರ ಟ್ರಸ್ಟ್ ಪದಾಧಿಕಾರಿಗಳು ಶುಭ ಹಾರೈಸಿದರು. <box>345 303 566 640</box>
karavali-box <box>1247 303 1526 457</box>
kirusuddi-item-text: ಕೇರಳ ರಾಜ್ಯ ಹೈಯರ್ ಸೆಕೆಂಡರಿ (ಪ್ಲಸ್ ಟು) ಪರೀಕ್ಷಾ ಫಲಿತಾಂಶವು ಮೇ 22ರಂದು ಪ್ರಕಟಗೊಳ್ಳಲಿದೆ. ಈ ಬಾರಿ ಒಟ್ಟು 4,44,707 ಮಂದಿ ವಿದ್ಯಾರ್ಥಿಗಳು ಪರೀಕ್ಷೆ ಬರೆದಿದ್ದಾರೆ. <box>38 972 326 1017</box>
kirusuddi-item <box>38 852 326 934</box>
